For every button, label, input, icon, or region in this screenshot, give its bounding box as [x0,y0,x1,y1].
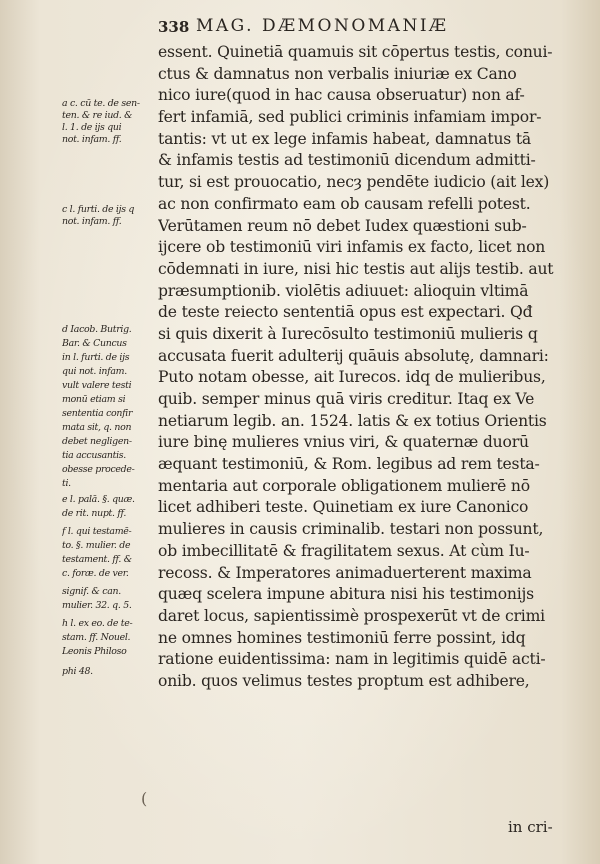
margin-note-line: l. 1. de ijs qui [62,122,122,133]
catchword: in cri- [508,818,553,836]
margin-note-line: de rit. nupt. ff. [62,508,127,519]
text-line: netiarum legib. an. 1524. latis & ex totius Orientis [158,411,547,430]
margin-note-line: e l. palā. §. quæ. [62,494,135,505]
text-line: Puto notam obesse, ait Iurecos. idq de mulieribus, [158,368,546,387]
margin-note-line: mata sit, q. non [62,422,132,433]
margin-note-line: in l. furti. de ijs [62,352,130,363]
text-line: mulieres in causis criminalib. testari non possunt, [158,520,544,539]
margin-note-line: signif. & can. [62,586,121,597]
margin-note-line: ti. [62,478,71,489]
text-line: tantis: vt ut ex lege infamis habeat, damnatus tā [158,129,532,148]
margin-note-line: c l. furti. de ijs q [62,204,135,215]
margin-note-line: ten. & re iud. & [62,110,133,121]
text-line: licet adhiberi teste. Quinetiam ex iure Canonico [158,498,529,517]
page-header [0,14,600,38]
text-line: ratione euidentissima: nam in legitimis quidē acti- [158,650,546,669]
text-line: ctus & damnatus non verbalis iniuriæ ex Cano [158,64,517,83]
margin-note-line: a c. cū te. de sen- [62,98,140,109]
margin-note-line: mulier. 32. q. 5. [62,600,132,611]
margin-note-line: to. §. mulier. de [62,540,131,551]
margin-note-line: debet negligen- [62,436,132,447]
text-line: de teste reiecto sententiā opus est expectari. Qđ [158,303,533,322]
margin-note-line: vult valere testi [62,380,132,391]
text-line: fert infamiā, sed publici criminis infamiam impor- [158,108,542,127]
margin-note-line: Bar. & Cuncus [62,338,127,349]
text-line: accusata fuerit adulterij quāuis absolutę, damnari: [158,346,549,365]
text-line: Verūtamen reum nō debet Iudex quæstioni sub- [158,216,527,235]
text-line: recoss. & Imperatores animaduerterent maxima [158,563,532,582]
text-line: ijcere ob testimoniū viri infamis ex facto, licet non [158,238,546,257]
text-line: & infamis testis ad testimoniū dicendum admitti- [158,151,536,170]
main-text-block [158,42,570,693]
margin-note-line: phi 48. [62,666,93,677]
margin-note-line: d Iacob. Butrig. [62,324,132,335]
running-head: MAG. DÆMONOMANIÆ [196,16,449,36]
text-line: ob imbecillitatē & fragilitatem sexus. At cùm Iu- [158,541,530,560]
text-line: mentaria aut corporale obligationem mulierē nō [158,476,530,495]
text-line: quæq scelera impune abitura nisi his testimonijs [158,585,534,604]
margin-note-line: c. foræ. de ver. [62,568,129,579]
margin-note-line: stam. ff. Nouel. [62,632,131,643]
text-line: æquant testimoniū, & Rom. legibus ad rem testa- [158,455,540,474]
margin-note-line: h l. ex eo. de te- [62,618,133,629]
text-line: iure binę mulieres vnius viri, & quaternæ duorū [158,433,529,452]
margin-note-line: qui not. infam. [62,366,127,377]
margin-note-line: Leonis Philoso [62,646,127,657]
margin-note-line: obesse procede- [62,464,135,475]
margin-note-line: f l. qui testamē- [62,526,132,537]
text-line: cōdemnati in iure, nisi hic testis aut alijs testib. aut [158,259,554,278]
margin-note-line: not. infam. ff. [62,134,122,145]
text-line: quib. semper minus quā viris creditur. Itaq ex Ve [158,390,535,408]
margin-note-line: not. infam. ff. [62,216,122,227]
margin-note-line: monū etiam si [62,394,126,405]
margin-note-line: tia accusantis. [62,450,126,461]
margin-note-line: testament. ff. & [62,554,132,565]
text-line: nico iure(quod in hac causa obseruatur) non af- [158,86,525,105]
text-line: ac non confirmato eam ob causam refelli potest. [158,194,531,213]
text-line: essent. Quinetiā quamuis sit cōpertus testis, conui- [158,43,553,61]
text-line: tur, si est prouocatio, necȝ pendēte iudicio (ait lex) [158,173,550,192]
text-line: si quis dixerit à Iurecōsulto testimoniū mulieris q [158,324,538,343]
margin-note-line: sententia confir [62,408,133,419]
page-number: 338 [158,18,190,36]
text-line: præsumptionib. violētis adiuuet: alioquin vltimā [158,281,529,300]
text-line: ne omnes homines testimoniū ferre possint, idq [158,628,526,647]
stray-mark: ( [141,789,148,808]
text-line: onib. quos velimus testes proptum est adhibere, [158,671,530,690]
text-line: daret locus, sapientissimè prospexerūt vt de crimi [158,606,545,625]
